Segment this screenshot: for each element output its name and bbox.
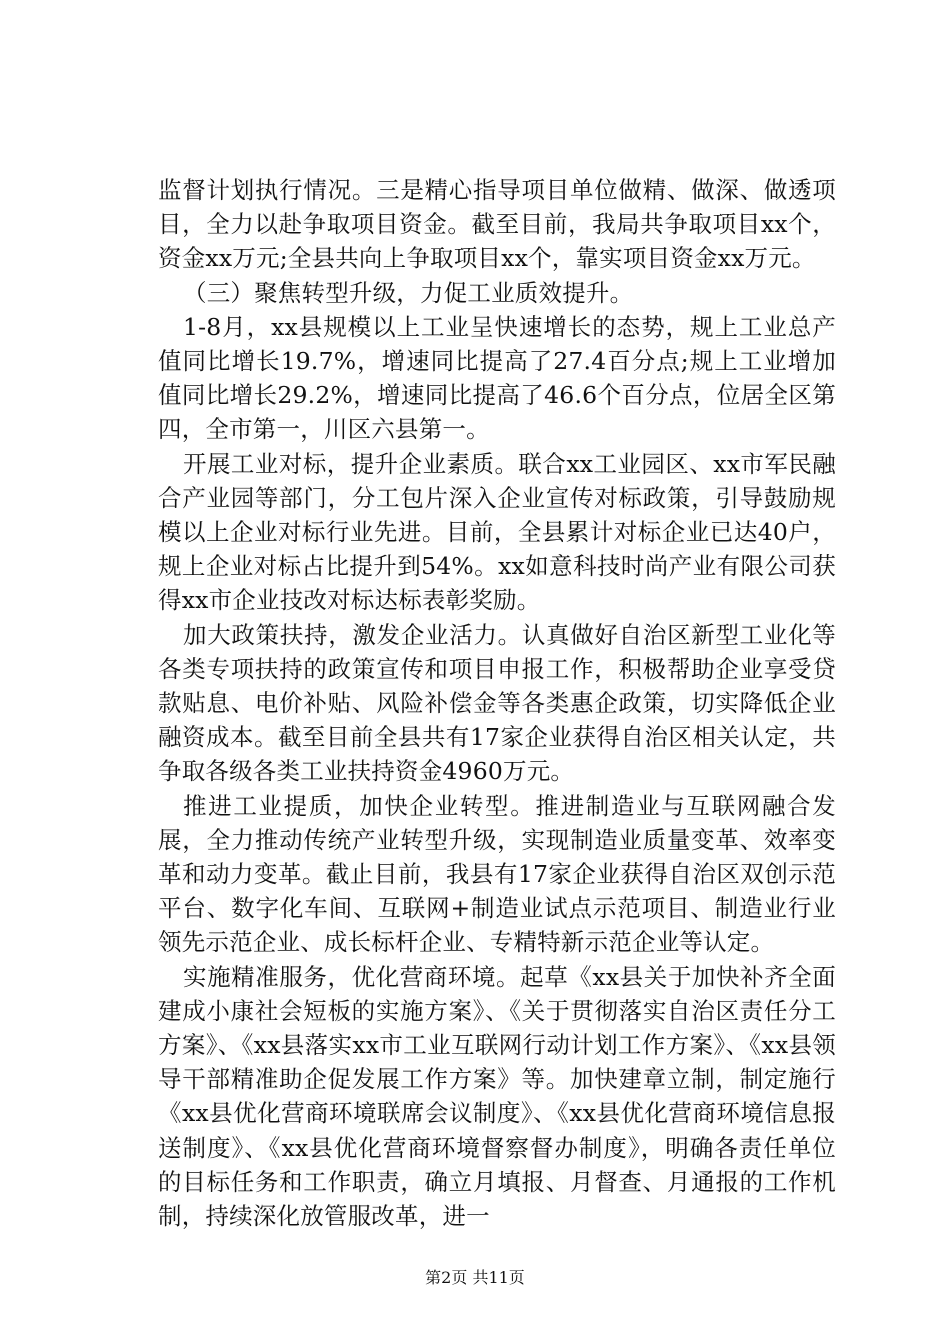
paragraph-benchmarking: 开展工业对标，提升企业素质。联合xx工业园区、xx市军民融合产业园等部门，分工包片深入企业宣传对标政策，引导鼓励规模以上企业对标行业先进。目前，全县累计对标企业已达40户，规上企业对标占比提升到54%。xx如意科技时尚产业有限公司获得xx市企业技改对标达标表彰奖励。 — [158, 449, 836, 615]
section-heading-3: （三）聚焦转型升级，力促工业质效提升。 — [183, 278, 634, 307]
paragraph-1: 监督计划执行情况。三是精心指导项目单位做精、做深、做透项目，全力以赴争取项目资金。截至目前，我局共争取项目xx个，资金xx万元;全县共向上争取项目xx个，靠实项目资金xx万元。 — [158, 176, 836, 273]
paragraph-industry-growth: 1-8月，xx县规模以上工业呈快速增长的态势，规上工业总产值同比增长19.7%，增速同比提高了27.4百分点;规上工业增加值同比增长29.2%，增速同比提高了46.6个百分点，位居全区第四，全市第一，川区六县第一。 — [158, 312, 836, 444]
page-footer: 第2页 共11页 — [425, 1268, 525, 1287]
document-body — [158, 173, 836, 1233]
paragraph-business-environment: 实施精准服务，优化营商环境。起草《xx县关于加快补齐全面建成小康社会短板的实施方案》、《关于贯彻落实自治区责任分工方案》、《xx县落实xx市工业互联网行动计划工作方案》、《xx县领导干部精准助企促发展工作方案》等。加快建章立制，制定施行《xx县优化营商环境联席会议制度》、《xx县优化营商环境信息报送制度》、《xx县优化营商环境督察督办制度》，明确各责任单位的目标任务和工作职责，确立月填报、月督查、月通报的工作机制，持续深化放管服改革，进一 — [158, 962, 836, 1231]
paragraph-transformation: 推进工业提质，加快企业转型。推进制造业与互联网融合发展，全力推动传统产业转型升级，实现制造业质量变革、效率变革和动力变革。截止目前，我县有17家企业获得自治区双创示范平台、数字化车间、互联网+制造业试点示范项目、制造业行业领先示范企业、成长标杆企业、专精特新示范企业等认定。 — [158, 791, 836, 957]
paragraph-policy-support: 加大政策扶持，激发企业活力。认真做好自治区新型工业化等各类专项扶持的政策宣传和项目申报工作，积极帮助企业享受贷款贴息、电价补贴、风险补偿金等各类惠企政策，切实降低企业融资成本。截至目前全县共有17家企业获得自治区相关认定，共争取各级各类工业扶持资金4960万元。 — [158, 620, 836, 786]
